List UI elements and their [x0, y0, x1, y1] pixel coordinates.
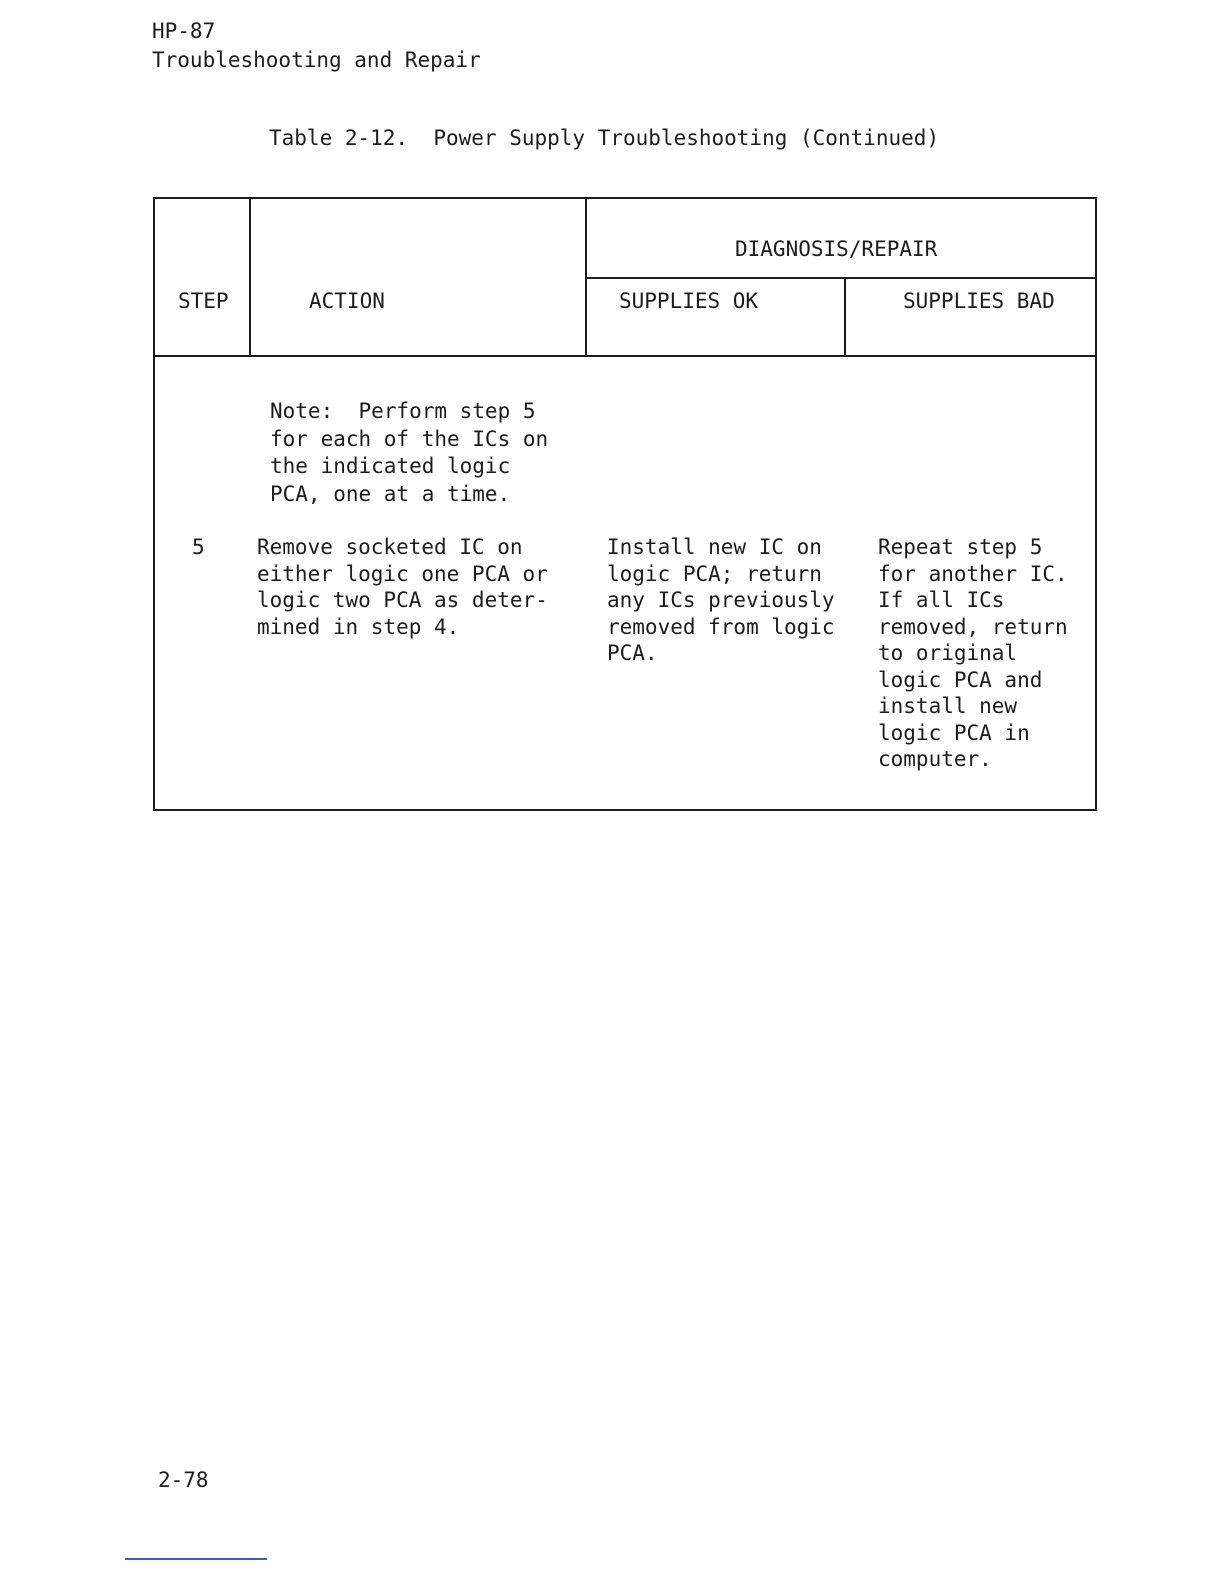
table-row-supplies-bad: Repeat step 5 for another IC. If all ICs removed, return to original logic PCA and install new logic PCA in computer.	[878, 535, 1068, 771]
header-model: HP-87	[152, 19, 216, 43]
table-note: Note: Perform step 5 for each of the ICs on the indicated logic PCA, one at a time.	[270, 399, 549, 506]
troubleshooting-table	[153, 197, 1097, 811]
table-row-action: Remove socketed IC on either logic one PCA or logic two PCA as deter- mined in step 4.	[257, 535, 548, 639]
header-section: Troubleshooting and Repair	[152, 48, 481, 72]
page-number: 2-78	[158, 1468, 209, 1492]
column-header-step: STEP	[178, 289, 229, 313]
divider-step-action	[249, 199, 251, 356]
table-title: Table 2-12. Power Supply Troubleshooting (Continued)	[269, 126, 940, 150]
column-header-supplies-ok: SUPPLIES OK	[619, 289, 759, 313]
bottom-rule	[125, 1558, 267, 1560]
divider-header-body	[155, 355, 1097, 357]
divider-ok-bad	[844, 278, 846, 356]
column-header-diagnosis-repair: DIAGNOSIS/REPAIR	[735, 237, 938, 261]
column-header-supplies-bad: SUPPLIES BAD	[903, 289, 1055, 313]
table-row-step: 5	[192, 535, 205, 559]
table-row-supplies-ok: Install new IC on logic PCA; return any ICs previously removed from logic PCA.	[607, 535, 835, 665]
divider-diagnosis-subheader	[585, 277, 1097, 279]
column-header-action: ACTION	[309, 289, 385, 313]
